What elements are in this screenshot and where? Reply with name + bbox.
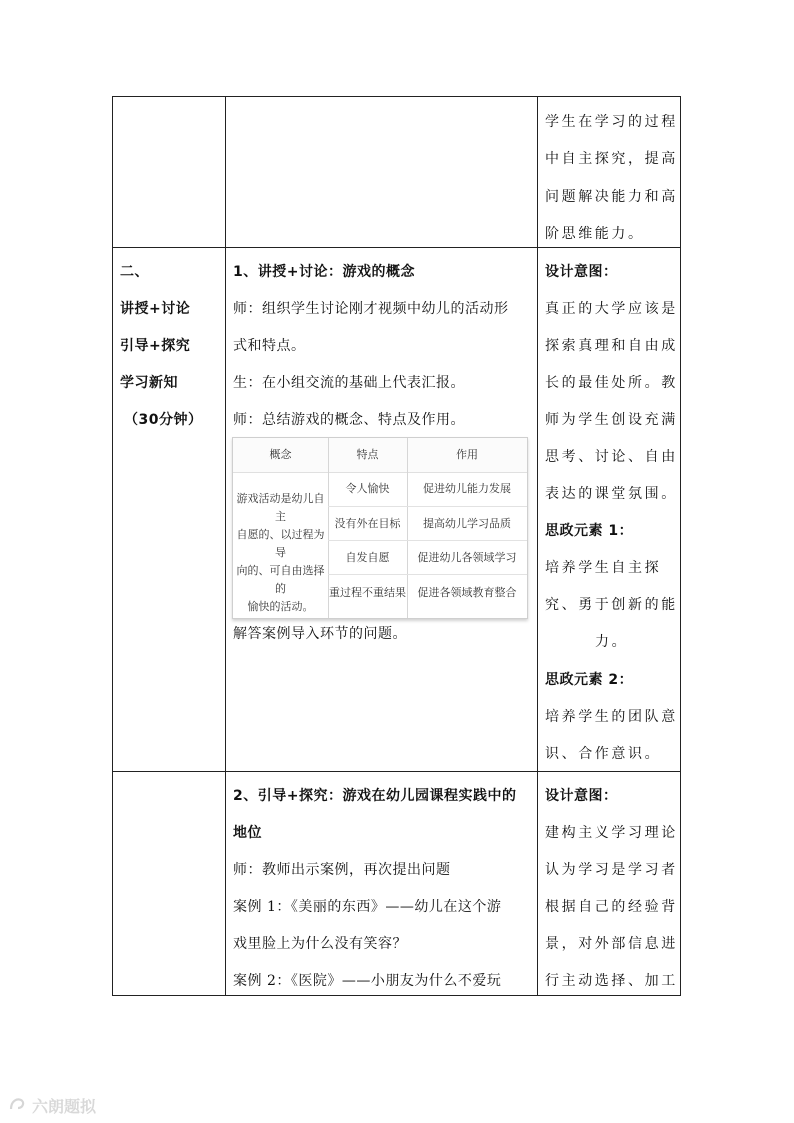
concept-table-divider xyxy=(328,540,527,541)
content-line: 式和特点。 xyxy=(233,338,306,354)
content-line: 戏里脸上为什么没有笑容？ xyxy=(233,936,407,952)
design-intent-line: 思考、讨论、自由 xyxy=(545,449,678,465)
content-line: 案例 2：《医院》——小朋友为什么不爱玩 xyxy=(233,973,502,989)
content-line: 师：总结游戏的概念、特点及作用。 xyxy=(233,412,465,428)
stage-label: 学习新知 xyxy=(120,375,178,391)
concept-definition-line: 游戏活动是幼儿自主 xyxy=(236,492,325,523)
role-cell: 促进幼儿能力发展 xyxy=(423,482,511,495)
design-intent-title: 设计意图： xyxy=(545,264,618,280)
ideology-element-line: 究、勇于创新的能 xyxy=(545,597,678,613)
row-divider-1 xyxy=(112,247,681,248)
design-intent-line: 长的最佳处所。教 xyxy=(545,375,678,391)
concept-table-header-cell: 概念 xyxy=(269,448,292,461)
ideology-element-line: 识、合作意识。 xyxy=(545,746,662,762)
feature-cell: 没有外在目标 xyxy=(334,517,401,530)
feature-cell: 令人愉快 xyxy=(345,482,390,495)
content-line: 生：在小组交流的基础上代表汇报。 xyxy=(233,375,465,391)
content-line: 师：教师出示案例，再次提出问题 xyxy=(233,862,451,878)
table-top-border xyxy=(112,96,681,97)
watermark-text: 六朗题拟 xyxy=(32,1097,97,1116)
design-intent-line: 认为学习是学习者 xyxy=(545,862,678,878)
design-intent-line: 景，对外部信息进 xyxy=(545,936,678,952)
concept-definition-line: 向的、可自由选择的 xyxy=(236,564,325,595)
concept-table-header-cell: 特点 xyxy=(356,448,379,461)
design-intent-line: 根据自己的经验背 xyxy=(545,899,678,915)
row-divider-2 xyxy=(112,771,681,772)
stage-label: 引导+探究 xyxy=(120,338,191,354)
design-intent-line: 师为学生创设充满 xyxy=(545,412,678,428)
design-intent-line: 问题解决能力和高 xyxy=(545,189,678,205)
column-divider-1 xyxy=(225,96,226,996)
concept-definition-line: 愉快的活动。 xyxy=(247,600,314,613)
stage-number: 二、 xyxy=(120,264,149,280)
role-cell: 促进幼儿各领域学习 xyxy=(417,551,517,564)
content-line: 案例 1：《美丽的东西》——幼儿在这个游 xyxy=(233,899,502,915)
design-intent-line: 真正的大学应该是 xyxy=(545,301,678,317)
design-intent-line: 表达的课堂氛围。 xyxy=(545,486,678,502)
concept-definition xyxy=(233,490,328,616)
design-intent-title: 设计意图： xyxy=(545,788,618,804)
concept-table-divider xyxy=(328,506,527,507)
stage-label: 讲授+讨论 xyxy=(120,301,191,317)
table-right-border xyxy=(680,96,681,996)
ideology-element-title: 思政元素 1： xyxy=(545,523,634,539)
section-heading: 1、讲授+讨论：游戏的概念 xyxy=(233,264,415,280)
concept-table-header-cell: 作用 xyxy=(456,448,478,461)
role-cell: 促进各领域教育整合 xyxy=(417,586,517,599)
table-left-border xyxy=(112,96,113,996)
feature-cell: 自发自愿 xyxy=(345,551,390,564)
design-intent-line: 中自主探究，提高 xyxy=(545,151,678,167)
design-intent-line: 行主动选择、加工 xyxy=(545,973,678,989)
concept-definition-line: 自愿的、以过程为导 xyxy=(236,528,325,559)
table-bottom-border xyxy=(112,995,681,996)
design-intent-line: 建构主义学习理论 xyxy=(545,825,678,841)
stage-duration: （30分钟） xyxy=(124,412,203,428)
ideology-element-line: 力。 xyxy=(595,634,629,650)
ideology-element-title: 思政元素 2： xyxy=(545,672,634,688)
section-heading: 2、引导+探究：游戏在幼儿园课程实践中的 xyxy=(233,788,517,804)
role-cell: 提高幼儿学习品质 xyxy=(423,517,511,530)
feature-cell: 重过程不重结果 xyxy=(329,586,406,599)
watermark-logo-icon xyxy=(8,1095,30,1113)
content-line: 解答案例导入环节的问题。 xyxy=(233,626,407,642)
ideology-element-line: 培养学生自主探 xyxy=(545,560,662,576)
design-intent-line: 阶思维能力。 xyxy=(545,226,645,242)
content-line: 师：组织学生讨论刚才视频中幼儿的活动形 xyxy=(233,301,509,317)
concept-table-divider xyxy=(328,574,527,575)
section-heading: 地位 xyxy=(233,825,262,841)
design-intent-line: 探索真理和自由成 xyxy=(545,338,678,354)
concept-table xyxy=(232,437,528,619)
column-divider-2 xyxy=(537,96,538,996)
ideology-element-line: 培养学生的团队意 xyxy=(545,709,678,725)
design-intent-line: 学生在学习的过程 xyxy=(545,114,678,130)
